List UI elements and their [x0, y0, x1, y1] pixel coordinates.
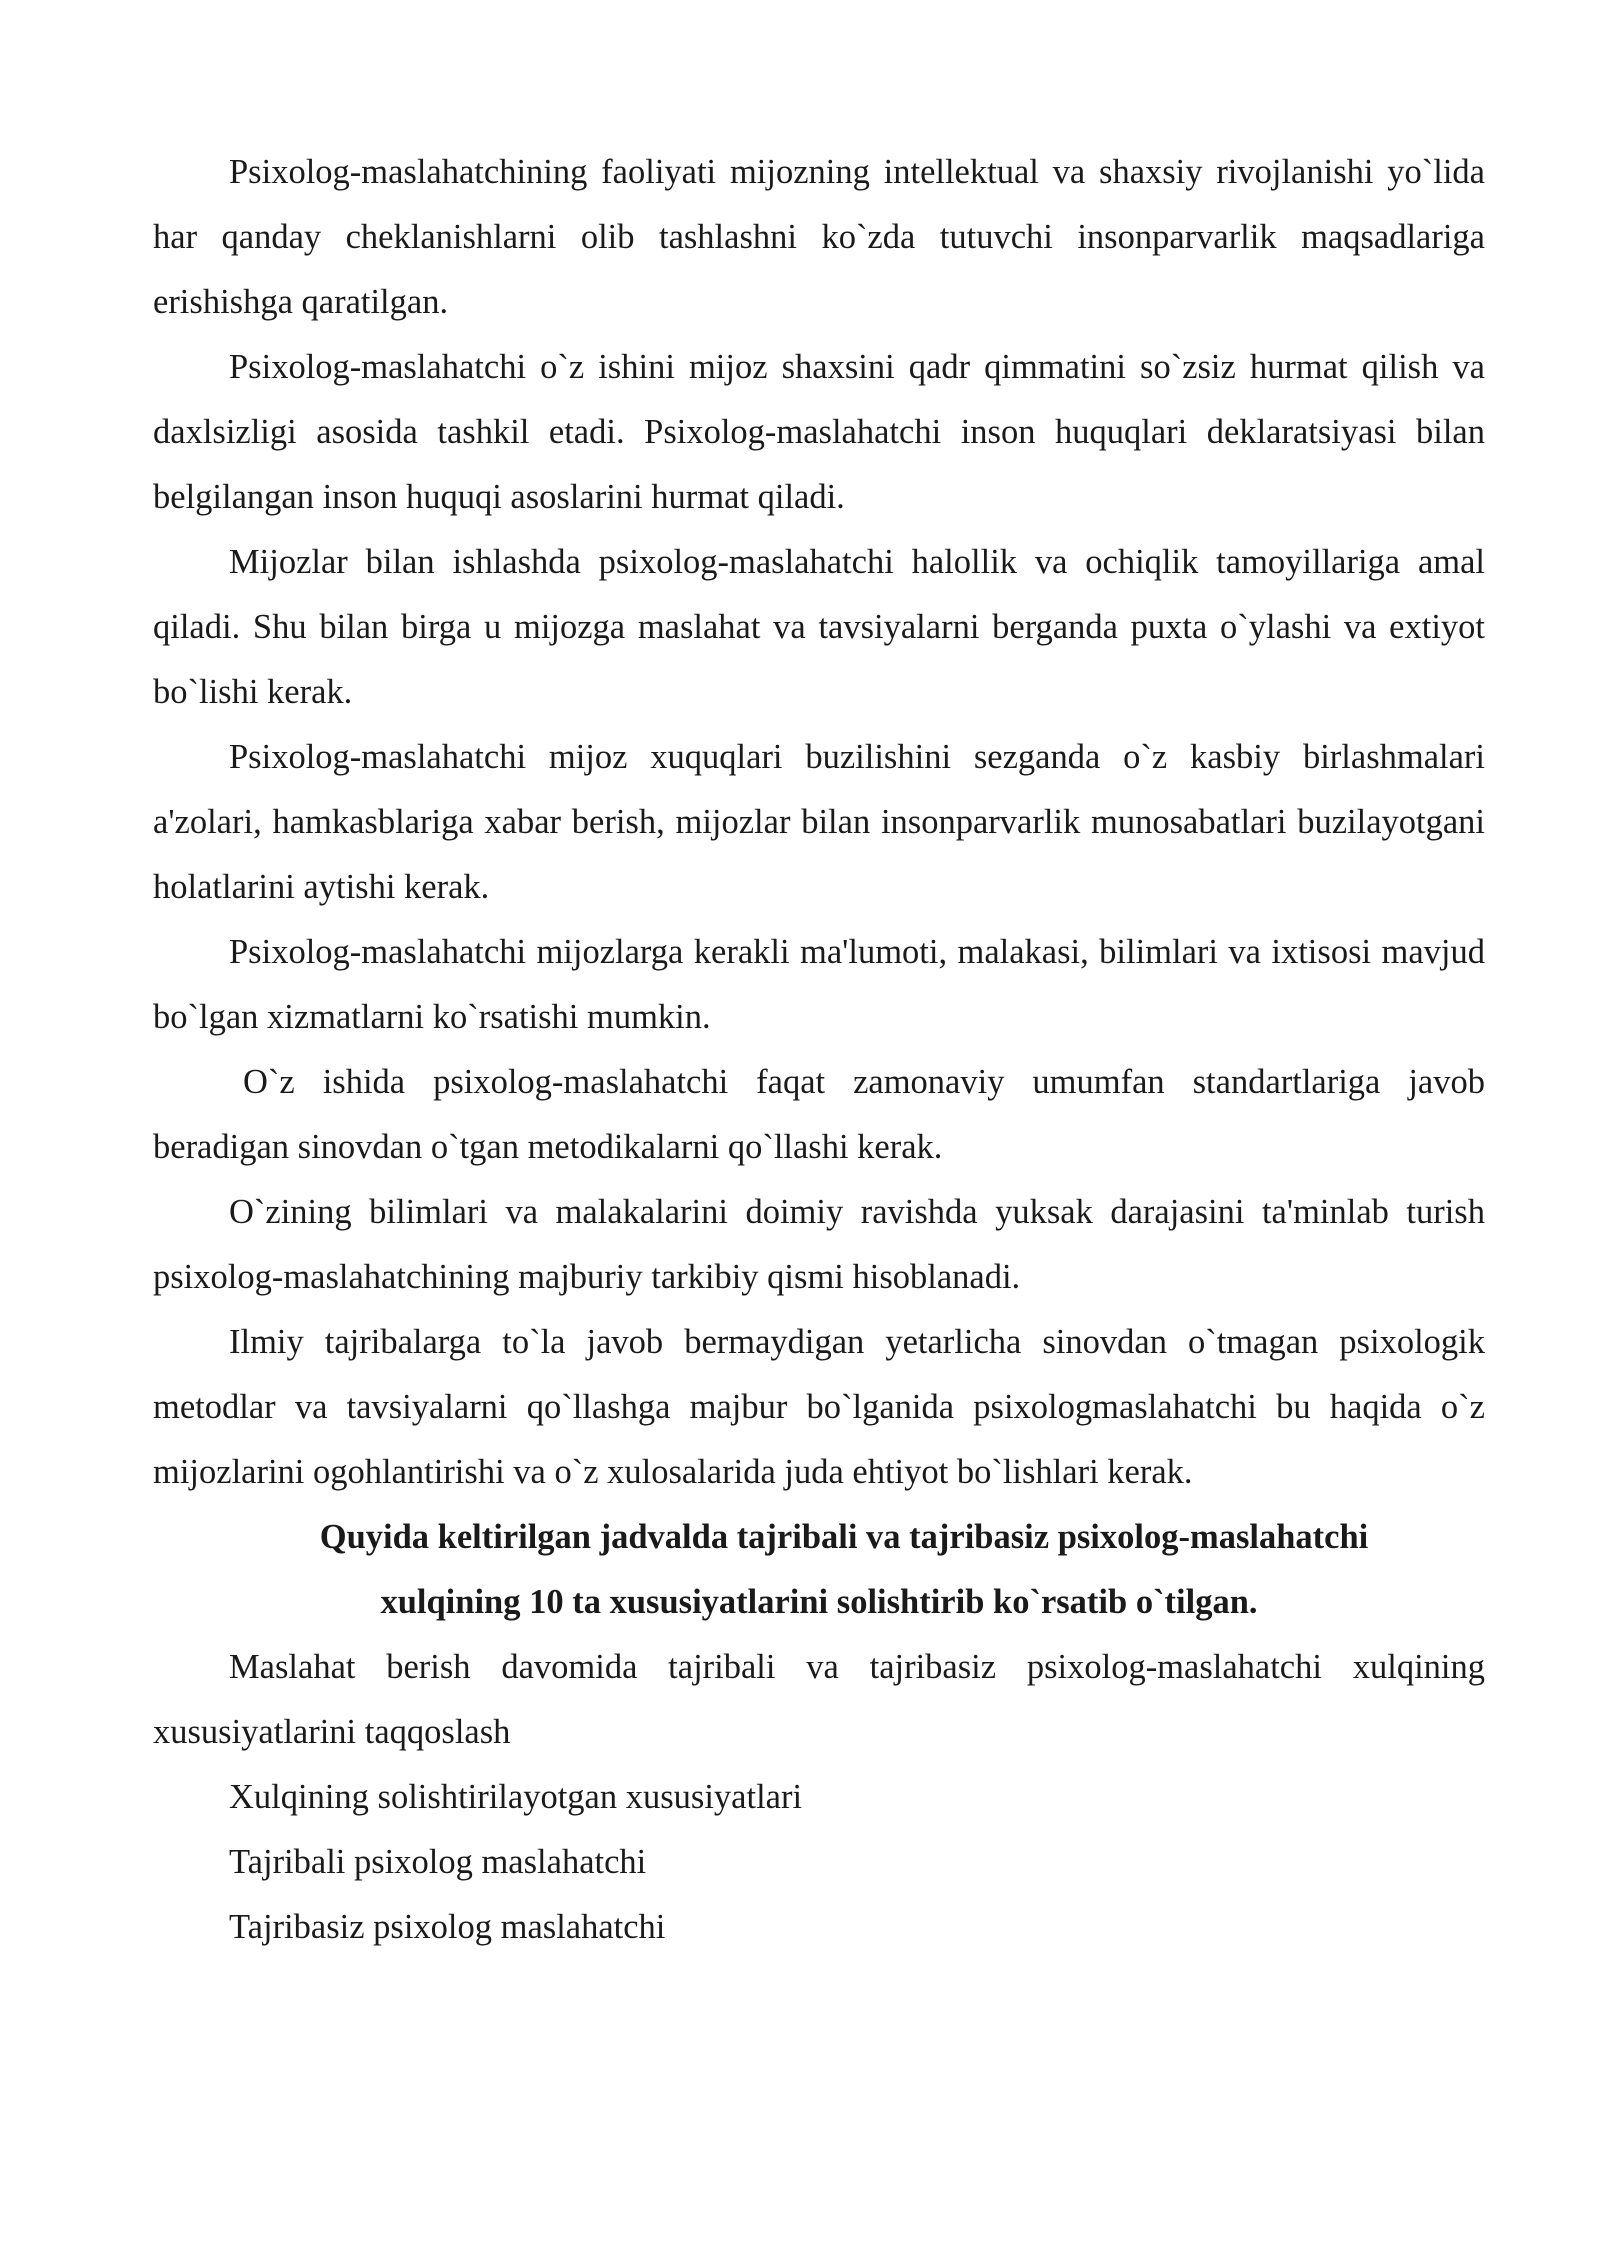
paragraph-2: Psixolog-maslahatchi o`z ishini mijoz shaxsini qadr qimmatini so`zsiz hurmat qilish va daxlsizligi asosida tashkil etadi. Psixolog-maslahatchi inson huquqlari deklaratsiyasi bilan belgilangan inson huquqi asoslarini hurmat qiladi.	[153, 348, 1485, 516]
paragraph-1: Psixolog-maslahatchining faoliyati mijozning intellektual va shaxsiy rivojlanishi yo`lida har qanday cheklanishlarni olib tashlashni ko`zda tutuvchi insonparvarlik maqsadlariga erishishga qaratilgan.	[153, 153, 1485, 321]
table-label-experienced: Tajribali psixolog maslahatchi	[229, 1843, 647, 1881]
paragraph-8: Ilmiy tajribalarga to`la javob bermaydigan yetarlicha sinovdan o`tmagan psixologik metodlar va tavsiyalarni qo`llashga majbur bo`lganida psixologmaslahatchi bu haqida o`z mijozlarini ogohlantirishi va o`z xulosalarida juda ehtiyot bo`lishlari kerak.	[153, 1323, 1485, 1491]
document-page	[153, 140, 1485, 1960]
table-heading-line-2: xulqining 10 ta xususiyatlarini solishtirib ko`rsatib o`tilgan.	[380, 1583, 1258, 1621]
table-heading	[153, 1505, 1485, 1635]
table-label-inexperienced: Tajribasiz psixolog maslahatchi	[229, 1908, 666, 1946]
paragraph-7: O`zining bilimlari va malakalarini doimiy ravishda yuksak darajasini ta'minlab turish psixolog-maslahatchining majburiy tarkibiy qismi hisoblanadi.	[153, 1193, 1485, 1296]
paragraph-4: Psixolog-maslahatchi mijoz xuquqlari buzilishini sezganda o`z kasbiy birlashmalari a'zolari, hamkasblariga xabar berish, mijozlar bilan insonparvarlik munosabatlari buzilayotgani holatlarini aytishi kerak.	[153, 738, 1485, 906]
table-heading-line-1: Quyida keltirilgan jadvalda tajribali va tajribasiz psixolog-maslahatchi	[319, 1518, 1369, 1556]
paragraph-6: O`z ishida psixolog-maslahatchi faqat zamonaviy umumfan standartlariga javob beradigan sinovdan o`tgan metodikalarni qo`llashi kerak.	[153, 1063, 1485, 1166]
paragraph-3: Mijozlar bilan ishlashda psixolog-maslahatchi halollik va ochiqlik tamoyillariga amal qiladi. Shu bilan birga u mijozga maslahat va tavsiyalarni berganda puxta o`ylashi va extiyot bo`lishi kerak.	[153, 543, 1485, 711]
paragraph-5: Psixolog-maslahatchi mijozlarga kerakli ma'lumoti, malakasi, bilimlari va ixtisosi mavjud bo`lgan xizmatlarni ko`rsatishi mumkin.	[153, 933, 1485, 1036]
comparison-intro: Maslahat berish davomida tajribali va tajribasiz psixolog-maslahatchi xulqining xususiyatlarini taqqoslash	[153, 1648, 1485, 1751]
table-label-features: Xulqining solishtirilayotgan xususiyatlari	[229, 1778, 803, 1816]
